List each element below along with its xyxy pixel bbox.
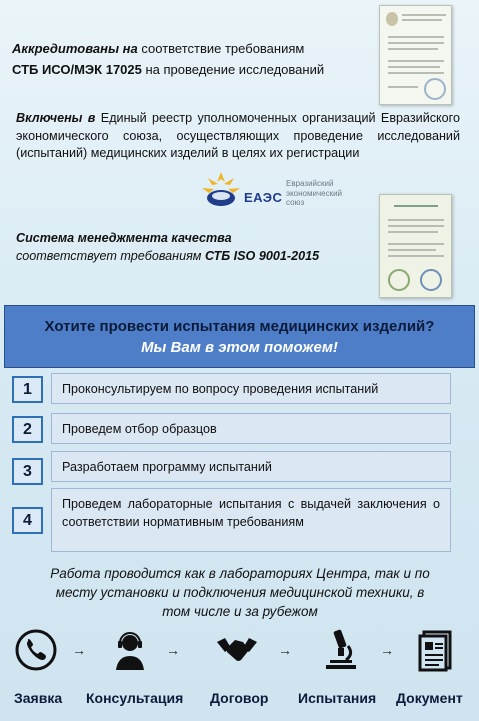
process-label-document: Документ <box>396 690 463 706</box>
eaec-name-line1: Евразийский <box>286 179 334 188</box>
microscope-icon <box>318 626 362 670</box>
arrow-1: → <box>72 642 86 658</box>
work-location-note: Работа проводится как в лабораториях Центра, так и по месту установки и подключения медицинской техники, в том числе и за рубежом <box>50 566 430 619</box>
step-1-text: Проконсультируем по вопросу проведения испытаний <box>51 373 451 404</box>
phone-icon <box>14 628 58 672</box>
eaec-abbr: ЕАЭС <box>244 190 283 205</box>
eaec-full-name <box>286 179 342 208</box>
inclusion-body: Единый реестр уполномоченных организаций Евразийского экономического союза, осуществляющих проведение исследований (испытаний) медицинских изделий в целях их регистрации <box>16 111 460 160</box>
quality-line1: Система менеджмента качества <box>16 231 232 245</box>
step-3-text: Разработаем программу испытаний <box>51 451 451 482</box>
eaec-logo-icon <box>198 168 244 210</box>
step-number-4: 4 <box>12 507 43 534</box>
arrow-4: → <box>380 642 394 658</box>
banner-question: Хотите провести испытания медицинских изделий? <box>44 318 435 335</box>
step-number-3: 3 <box>12 458 43 485</box>
banner-answer: Мы Вам в этом поможем! <box>141 339 338 356</box>
eaec-name-line2: экономический <box>286 188 343 198</box>
process-label-consultation: Консультация <box>86 690 184 706</box>
step-4-text: Проведем лабораторные испытания с выдачей заключения о соответствии нормативным требованиям <box>51 488 451 552</box>
arrow-3: → <box>278 642 292 658</box>
step-number-1: 1 <box>12 376 43 403</box>
step-2-text: Проведем отбор образцов <box>51 413 451 444</box>
accreditation-certificate-image <box>379 5 452 105</box>
quality-standard: СТБ ISO 9001-2015 <box>204 248 320 263</box>
accreditation-standard: СТБ ИСО/МЭК 17025 <box>12 62 142 77</box>
process-label-application: Заявка <box>14 690 63 706</box>
process-label-testing: Испытания <box>298 690 377 706</box>
process-label-contract: Договор <box>210 690 269 706</box>
inclusion-text <box>16 110 460 163</box>
accreditation-text1: соответствие требованиям <box>137 41 305 56</box>
accreditation-text <box>12 38 377 80</box>
accreditation-lead: Аккредитованы на <box>12 41 138 56</box>
quality-text <box>16 230 376 265</box>
arrow-2: → <box>166 642 180 658</box>
quality-certificate-image <box>379 194 452 298</box>
handshake-icon <box>212 628 262 672</box>
eaec-name-line3: союз <box>286 198 305 207</box>
inclusion-lead: Включены в <box>16 111 96 125</box>
accreditation-text2: на проведение исследований <box>141 62 325 77</box>
cta-banner <box>4 305 475 368</box>
document-icon <box>414 628 458 672</box>
operator-icon <box>108 628 152 672</box>
quality-line2-prefix: соответствует требованиям <box>16 248 205 263</box>
step-number-2: 2 <box>12 416 43 443</box>
